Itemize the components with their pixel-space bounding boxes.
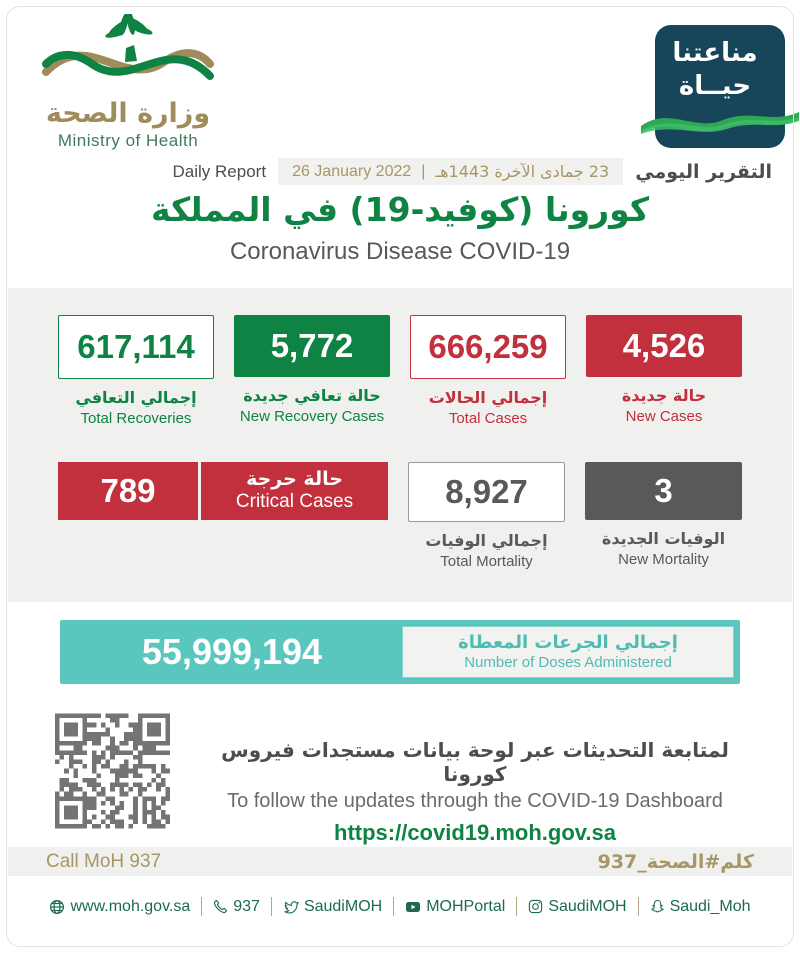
doses-administered-bar bbox=[60, 620, 740, 684]
total-recoveries-label-ar: إجمالي التعافي bbox=[75, 388, 197, 407]
stats-section bbox=[8, 288, 792, 602]
instagram-icon bbox=[528, 899, 543, 914]
moh-logo-icon bbox=[38, 14, 218, 102]
total-mortality-label-ar: إجمالي الوفيات bbox=[425, 531, 548, 550]
youtube-link[interactable]: MOHPortal bbox=[405, 898, 505, 916]
dashboard-url-link[interactable]: https://covid19.moh.gov.sa bbox=[334, 820, 616, 845]
stats-row-2 bbox=[58, 462, 742, 570]
dashboard-section bbox=[55, 702, 760, 844]
new-mortality-value: 3 bbox=[585, 462, 742, 520]
new-mortality-label-en: New Mortality bbox=[618, 551, 709, 568]
new-recovery-cases-label-ar: حالة تعافي جديدة bbox=[243, 386, 381, 405]
dashboard-text bbox=[190, 702, 760, 846]
doses-label-box bbox=[402, 626, 734, 678]
new-recovery-cases-card bbox=[234, 315, 390, 427]
daily-report-label-ar: التقرير اليومي bbox=[635, 160, 772, 183]
footer-divider bbox=[393, 897, 394, 916]
palm-icon bbox=[105, 14, 154, 62]
call-strip bbox=[8, 847, 792, 876]
daily-report-label-en: Daily Report bbox=[172, 161, 267, 181]
moh-logo bbox=[38, 14, 218, 154]
snapchat-link[interactable]: Saudi_Moh bbox=[650, 898, 751, 916]
logo-english-name: Ministry of Health bbox=[57, 131, 199, 150]
total-mortality-value: 8,927 bbox=[408, 462, 565, 522]
phone-icon bbox=[213, 899, 228, 914]
doses-label-ar: إجمالي الجرعات المعطاة bbox=[458, 632, 678, 654]
date-gregorian: 26 January 2022 bbox=[292, 162, 412, 180]
total-cases-label-ar: إجمالي الحالات bbox=[428, 388, 548, 407]
instagram-link[interactable]: SaudiMOH bbox=[528, 898, 626, 916]
critical-cases-label-en: Critical Cases bbox=[235, 491, 354, 512]
wave-icon bbox=[647, 100, 793, 140]
new-mortality-label-ar: الوفيات الجديدة bbox=[601, 529, 726, 548]
twitter-icon bbox=[283, 899, 299, 915]
new-recovery-cases-label-en: New Recovery Cases bbox=[239, 408, 385, 425]
globe-icon bbox=[49, 899, 65, 915]
twitter-link[interactable]: SaudiMOH bbox=[283, 898, 382, 916]
new-cases-label-en: New Cases bbox=[625, 408, 703, 425]
snapchat-icon bbox=[650, 899, 665, 914]
total-cases-card bbox=[410, 315, 566, 427]
report-bar bbox=[173, 158, 772, 185]
footer-divider bbox=[638, 897, 639, 916]
new-recovery-cases-value: 5,772 bbox=[234, 315, 390, 377]
date-separator: | bbox=[421, 162, 426, 180]
date-hijri: 23 جمادى الآخرة 1443هـ bbox=[435, 162, 610, 181]
date-box bbox=[278, 158, 623, 185]
call-moh-label: Call MoH 937 bbox=[46, 850, 162, 872]
page-title-english: Coronavirus Disease COVID-19 bbox=[229, 238, 571, 265]
youtube-icon bbox=[405, 900, 421, 914]
new-cases-label-ar: حالة جديدة bbox=[621, 386, 707, 405]
new-mortality-card bbox=[585, 462, 742, 570]
logo-arabic-name: وزارة الصحة bbox=[45, 98, 211, 129]
critical-cases-value: 789 bbox=[58, 462, 198, 520]
total-cases-value: 666,259 bbox=[410, 315, 566, 379]
immunity-badge bbox=[655, 25, 785, 148]
doses-value: 55,999,194 bbox=[141, 631, 323, 672]
total-recoveries-value: 617,114 bbox=[58, 315, 214, 379]
footer-divider bbox=[271, 897, 272, 916]
doses-label-en: Number of Doses Administered bbox=[464, 653, 672, 671]
footer-divider bbox=[516, 897, 517, 916]
footer-divider bbox=[201, 897, 202, 916]
total-recoveries-card bbox=[58, 315, 214, 427]
hashtag-label: كلم#الصحة_937 bbox=[597, 850, 754, 873]
total-recoveries-label-en: Total Recoveries bbox=[80, 410, 192, 427]
critical-cases-card bbox=[58, 462, 388, 520]
new-cases-card bbox=[586, 315, 742, 427]
immunity-badge-text: مناعتنا حيــاة bbox=[672, 38, 758, 101]
total-mortality-label-en: Total Mortality bbox=[440, 553, 533, 570]
qr-code bbox=[55, 712, 170, 830]
critical-cases-label-ar: حالة حرجة bbox=[246, 468, 343, 491]
dashboard-line-ar: لمتابعة التحديثات عبر لوحة بيانات مستجدات فيروس كورونا bbox=[221, 738, 729, 786]
website-link[interactable]: www.moh.gov.sa bbox=[49, 898, 190, 916]
stats-row-1 bbox=[58, 315, 742, 427]
dashboard-line-en: To follow the updates through the COVID-19 Dashboard bbox=[227, 790, 723, 812]
phone-link[interactable]: 937 bbox=[213, 898, 260, 916]
page-title-arabic: كورونا (كوفيد-19) في المملكة bbox=[150, 190, 650, 229]
total-mortality-card bbox=[408, 462, 565, 570]
new-cases-value: 4,526 bbox=[586, 315, 742, 377]
critical-cases-label bbox=[201, 462, 388, 520]
total-cases-label-en: Total Cases bbox=[448, 410, 528, 427]
footer-links bbox=[0, 897, 800, 916]
